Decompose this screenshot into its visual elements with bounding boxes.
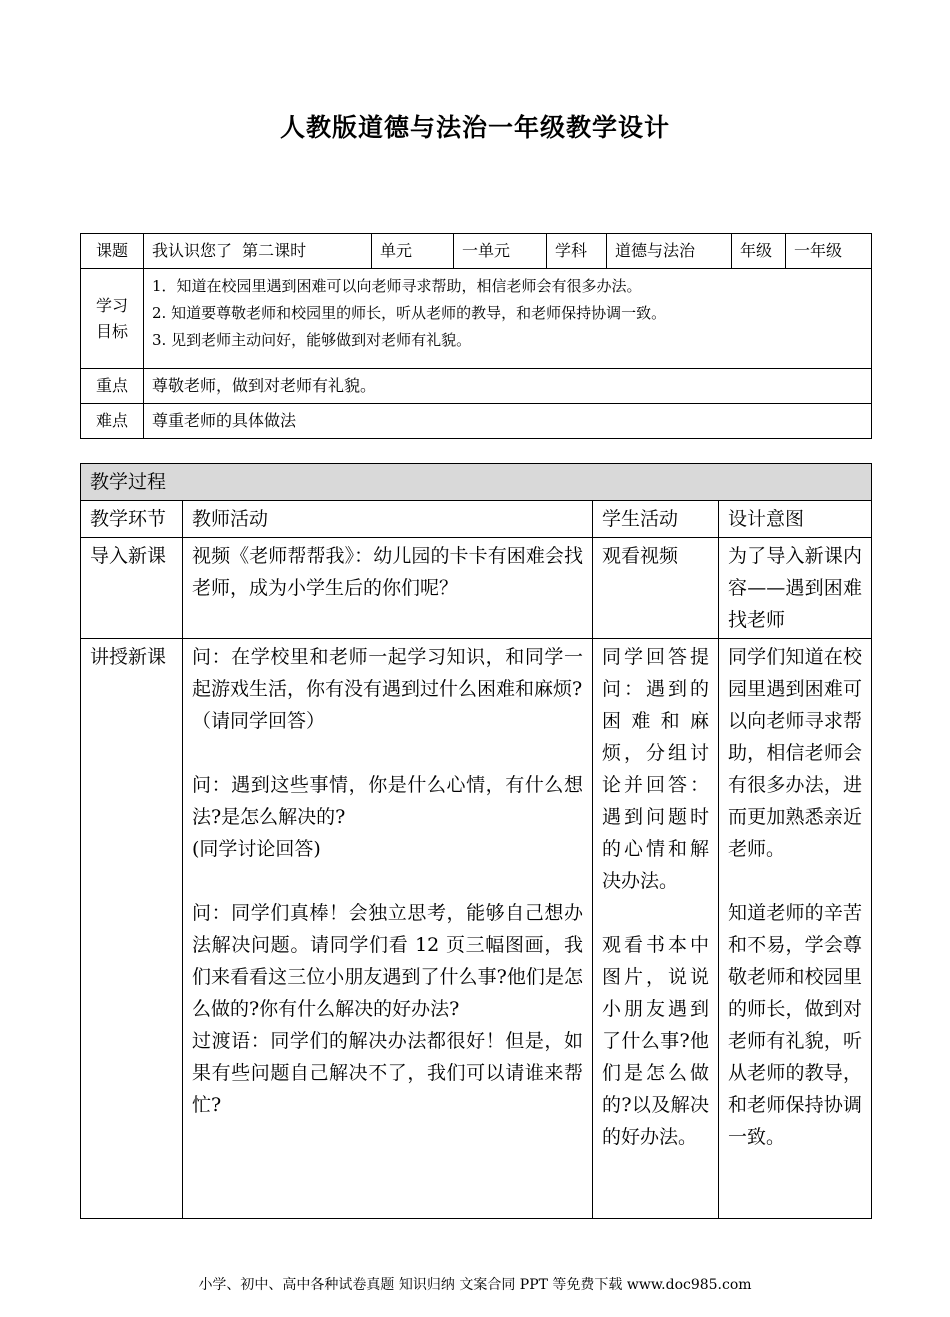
teacher-note-1: （请同学回答） [192, 710, 326, 732]
subject-label: 学科 [547, 234, 607, 269]
teach-stage: 讲授新课 [81, 639, 183, 1219]
teacher-note-2: (同学讨论回答) [192, 838, 321, 860]
table-row [81, 538, 872, 639]
intro-teacher-activity: 视频《老师帮帮我》：幼儿园的卡卡有困难会找老师，成为小学生后的你们呢？ [183, 538, 593, 639]
design-intent-1: 同学们知道在校园里遇到困难可以向老师寻求帮助，相信老师会有很多办法，进而更加熟悉亲近老师。 [728, 646, 863, 860]
intro-stage: 导入新课 [81, 538, 183, 639]
goals-label [81, 269, 144, 369]
page-footer: 小学、初中、高中各种试卷真题 知识归纳 文案合同 PPT 等免费下载 www.doc985.com [198, 1277, 752, 1293]
teach-teacher-activity [183, 639, 593, 1219]
difficulty-label: 难点 [81, 404, 144, 439]
grade-label: 年级 [732, 234, 786, 269]
table-row [81, 639, 872, 1219]
goal-item: 1．知道在校园里遇到困难可以向老师寻求帮助，相信老师会有很多办法。 [152, 277, 642, 295]
design-intent-2: 知道老师的辛苦和不易，学会尊敬老师和校园里的师长，做到对老师有礼貌，听从老师的教导，和老师保持协调一致。 [728, 902, 863, 1148]
process-header: 教学过程 [81, 464, 872, 501]
intro-design-intent: 为了导入新课内容——遇到困难找老师 [719, 538, 872, 639]
key-point-value: 尊敬老师，做到对老师有礼貌。 [144, 369, 872, 404]
unit-value: 一单元 [454, 234, 547, 269]
teaching-process-table [80, 463, 872, 1219]
student-activity-1: 同学回答提问：遇到的困难和麻烦，分组讨论并回答：遇到问题时的心情和解决办法。 [602, 646, 709, 892]
subject-value: 道德与法治 [607, 234, 732, 269]
course-info-table [80, 233, 872, 439]
column-header-student: 学生活动 [593, 501, 719, 538]
teacher-transition: 过渡语：同学们的解决办法都很好！但是，如果有些问题自己解决不了，我们可以请谁来帮忙? [192, 1030, 583, 1116]
document-title: 人教版道德与法治一年级教学设计 [279, 113, 670, 142]
student-activity-2: 观看书本中图片，说说小朋友遇到了什么事?他们是怎么做的?以及解决的好办法。 [602, 934, 709, 1148]
course-value: 我认识您了 第二课时 [144, 234, 372, 269]
teach-design-intent [719, 639, 872, 1219]
column-header-intent: 设计意图 [719, 501, 872, 538]
course-label: 课题 [81, 234, 144, 269]
key-point-label: 重点 [81, 369, 144, 404]
column-header-teacher: 教师活动 [183, 501, 593, 538]
difficulty-value: 尊重老师的具体做法 [144, 404, 872, 439]
column-header-stage: 教学环节 [81, 501, 183, 538]
goals-value [144, 269, 872, 369]
goal-item: 3. 见到老师主动问好，能够做到对老师有礼貌。 [152, 331, 472, 349]
unit-label: 单元 [372, 234, 454, 269]
teacher-question-1: 问：在学校里和老师一起学习知识，和同学一起游戏生活，你有没有遇到过什么困难和麻烦? [192, 646, 583, 700]
goals-label-line-2: 目标 [95, 321, 128, 341]
grade-value: 一年级 [786, 234, 872, 269]
teach-student-activity [593, 639, 719, 1219]
goal-item: 2. 知道要尊敬老师和校园里的师长，听从老师的教导，和老师保持协调一致。 [152, 304, 667, 322]
goals-label-line-1: 学习 [95, 295, 128, 315]
intro-student-activity: 观看视频 [593, 538, 719, 639]
teacher-question-2: 问：遇到这些事情，你是什么心情，有什么想法?是怎么解决的? [192, 774, 583, 828]
teacher-question-3: 问：同学们真棒！会独立思考，能够自己想办法解决问题。请同学们看 12 页三幅图画，我们来看看这三位小朋友遇到了什么事?他们是怎么做的?你有什么解决的好办法? [192, 902, 583, 1020]
